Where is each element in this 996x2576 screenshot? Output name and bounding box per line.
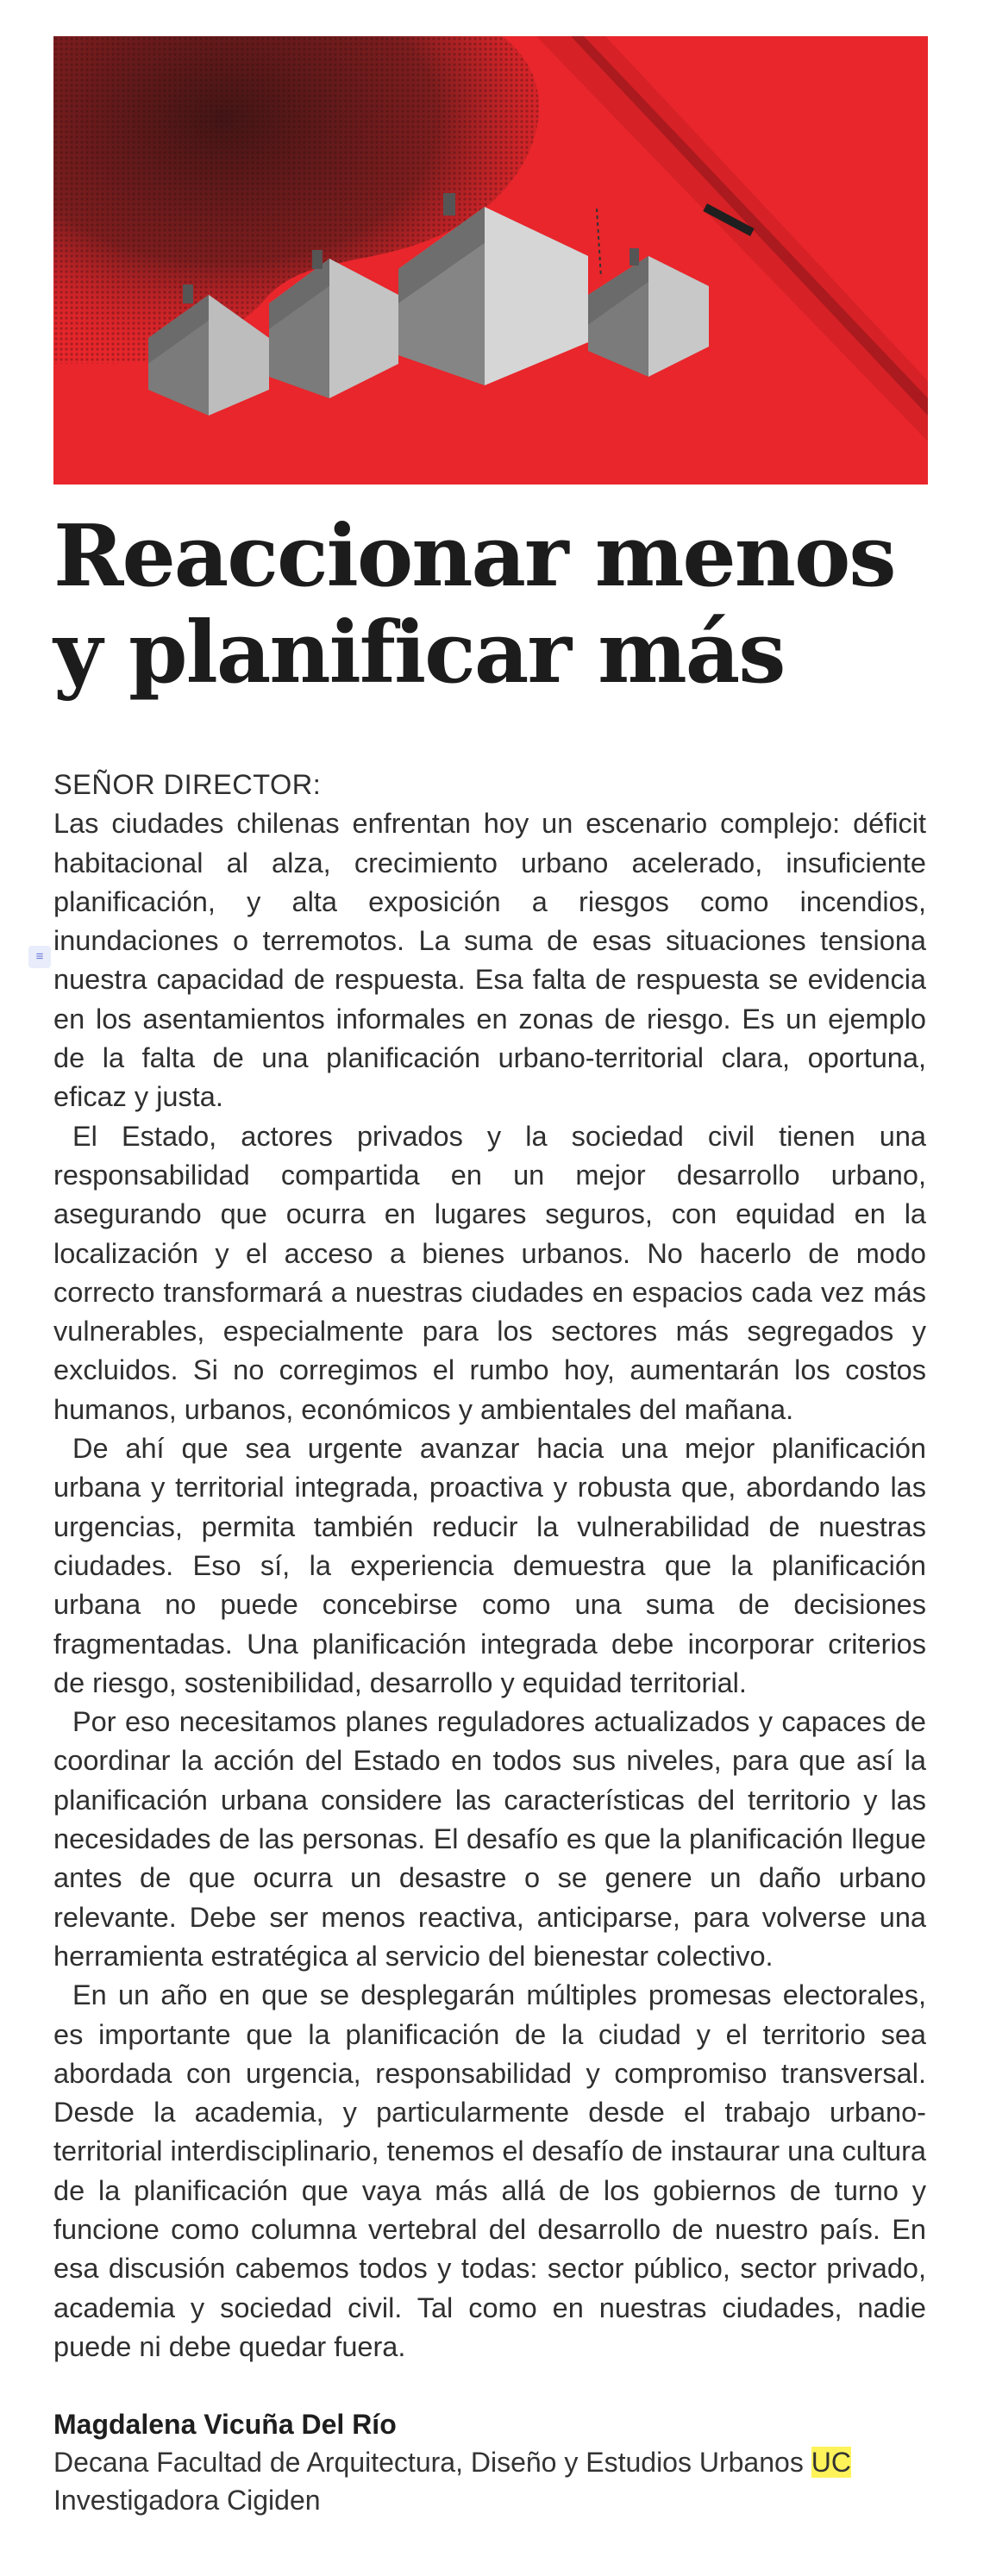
- author-role-2: Investigadora Cigiden: [53, 2485, 321, 2516]
- author-role: [53, 2443, 959, 2481]
- paragraph-4: Por eso necesitamos planes reguladores actualizados y capaces de coordinar la acción del Estado en todos sus niveles, para que así la planificación urbana considere las características del territorio y las necesidades de las personas. El desafío es que la planificación llegue antes de que ocurra un desastre o se genere un daño urbano relevante. Debe ser menos reactiva, anticiparse, para volverse una herramienta estratégica al servicio del bienestar colectivo.: [53, 1706, 926, 1972]
- title-line-1: Reaccionar menos: [53, 507, 895, 606]
- paragraph-2: El Estado, actores privados y la sociedad civil tienen una responsabilidad compartida en un mejor desarrollo urbano, asegurando que ocurra en lugares seguros, con equidad en la localización y el acceso a bienes urbanos. No hacerlo de modo correcto transformará a nuestras ciudades en espacios cada vez más vulnerables, especialmente para los sectores más segregados y excluidos. Si no corregimos el rumbo hoy, aumentarán los costos humanos, urbanos, económicos y ambientales del mañana.: [53, 1120, 926, 1425]
- signature-block: [53, 2405, 959, 2519]
- note-icon[interactable]: ≡: [28, 946, 51, 968]
- paragraph-1: Las ciudades chilenas enfrentan hoy un escenario complejo: déficit habitacional al alza, crecimiento urbano acelerado, insuficiente planificación, y alta exposición a riesgos como incendios, inundaciones o terremotos. La suma de esas situaciones tensiona nuestra capacidad de respuesta. Esa falta de respuesta se evidencia en los asentamientos informales en zonas de riesgo. Es un ejemplo de la falta de una planificación urbano-territorial clara, oportuna, eficaz y justa.: [53, 808, 926, 1113]
- paragraph-3: De ahí que sea urgente avanzar hacia una mejor planificación urbana y territorial integrada, proactiva y robusta que, abordando las urgencias, permita también reducir la vulnerabilidad de nuestras ciudades. Eso sí, la experiencia demuestra que la planificación urbana no puede concebirse como una suma de decisiones fragmentadas. Una planificación integrada debe incorporar criterios de riesgo, sostenibilidad, desarrollo y equidad territorial.: [53, 1433, 926, 1698]
- article-title: [53, 509, 942, 702]
- article-illustration: [53, 36, 928, 485]
- houses-illustration: [53, 36, 928, 485]
- title-line-2: y planificar más: [53, 603, 785, 703]
- salutation: SEÑOR DIRECTOR:: [53, 769, 322, 800]
- author-role-text: Decana Facultad de Arquitectura, Diseño y Estudios Urbanos: [53, 2447, 811, 2478]
- author-name: Magdalena Vicuña Del Río: [53, 2409, 397, 2440]
- letter-body: [53, 766, 926, 2367]
- paragraph-5: En un año en que se desplegarán múltiples promesas electorales, es importante que la planificación de la ciudad y el territorio sea abordada con urgencia, responsabilidad y compromiso transversal. Desde la academia, y particularmente desde el trabajo urbano-territorial interdisciplinario, tenemos el desafío de instaurar una cultura de la planificación que vaya más allá de los gobiernos de turno y funcione como columna vertebral del desarrollo de nuestro país. En esa discusión cabemos todos y todas: sector público, sector privado, academia y sociedad civil. Tal como en nuestras ciudades, nadie puede ni debe quedar fuera.: [53, 1979, 926, 2362]
- highlighted-institution: UC: [811, 2447, 851, 2478]
